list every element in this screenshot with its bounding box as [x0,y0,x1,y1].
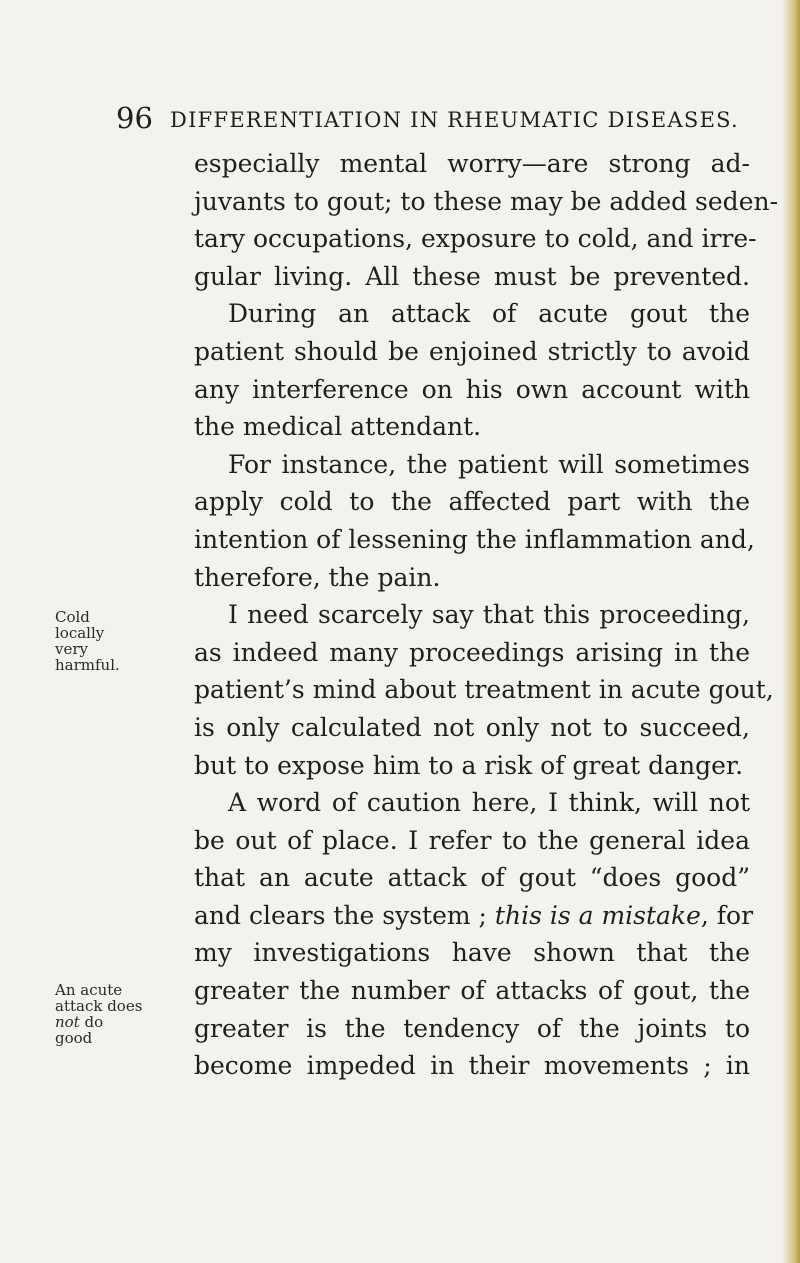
margin-note-line: very [55,640,88,658]
text-line: that an acute attack of gout “does good” [194,863,750,893]
margin-note-line: Cold [55,608,90,626]
text-segment: and clears the system ; [194,900,487,930]
text-line: especially mental worry—are strong ad- [194,149,750,178]
margin-note-cold-locally [55,609,167,673]
margin-note-line: An acute [55,981,123,999]
text-line: juvants to gout; to these may be added seden- [194,186,779,216]
text-segment: , for [700,900,754,930]
margin-note-emphasis: not [55,1013,80,1031]
body-text [194,145,779,1085]
text-line: become impeded in their movements ; in [194,1051,750,1081]
page-edge [782,0,800,1263]
page-number: 96 [116,101,153,135]
margin-note-acute-attack [55,982,167,1046]
text-line: gular living. All these must be prevented. [194,261,750,291]
margin-note-line: locally [55,624,105,642]
text-line: my investigations have shown that the [194,938,750,968]
running-title: DIFFERENTIATION IN RHEUMATIC DISEASES. [170,108,739,132]
text-line: apply cold to the affected part with the [194,487,750,517]
text-line: I need scarcely say that this proceeding, [228,600,750,630]
margin-note-line [55,1014,167,1030]
text-line: patient’s mind about treatment in acute gout, [194,675,774,705]
margin-note-line: harmful. [55,656,120,674]
margin-note-line: attack does [55,997,143,1015]
text-line: For instance, the patient will sometimes [228,449,750,479]
margin-note-line: good [55,1029,93,1047]
running-head [116,102,776,136]
text-line: During an attack of acute gout the [228,299,750,329]
text-line: therefore, the pain. [194,562,441,592]
text-line: greater is the tendency of the joints to [194,1013,750,1043]
emphasized-text: this is a mistake [494,900,701,930]
text-line: intention of lessening the inflammation and, [194,524,755,554]
text-line: is only calculated not only not to succeed, [194,712,750,742]
text-line: the medical attendant. [194,412,482,442]
text-line-with-emphasis [194,897,754,935]
margin-note-word: do [84,1013,104,1031]
text-line: greater the number of attacks of gout, the [194,976,750,1006]
text-line: patient should be enjoined strictly to avoid [194,336,750,366]
text-line: A word of caution here, I think, will not [228,788,750,818]
text-line: but to expose him to a risk of great danger. [194,750,744,780]
text-line: tary occupations, exposure to cold, and irre- [194,224,757,254]
text-line: as indeed many proceedings arising in the [194,637,750,667]
text-line: be out of place. I refer to the general idea [194,825,750,855]
text-line: any interference on his own account with [194,374,750,404]
